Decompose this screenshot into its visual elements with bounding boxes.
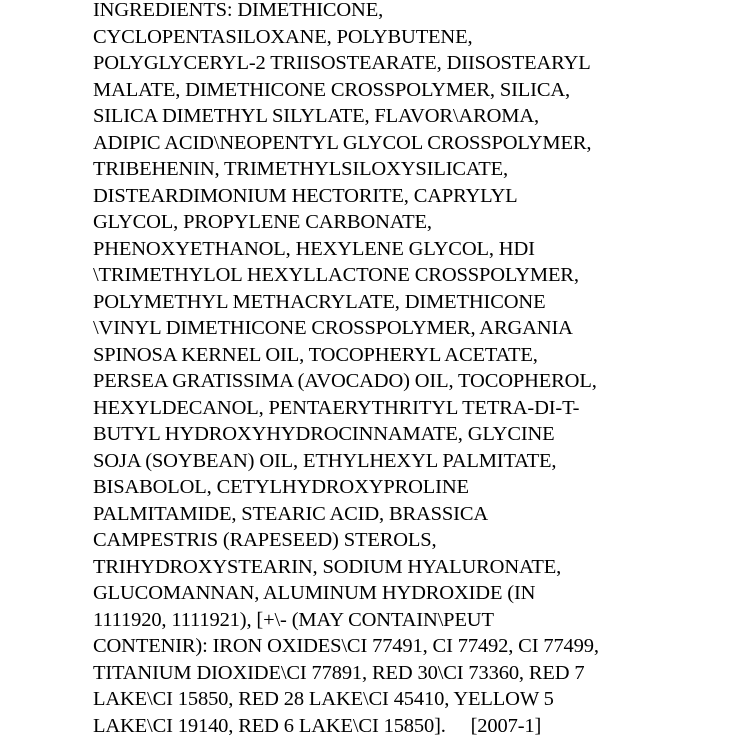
- ingredients-line: BUTYL HYDROXYHYDROCINNAMATE, GLYCINE: [93, 423, 555, 445]
- ingredients-line: CONTENIR): IRON OXIDES\CI 77491, CI 77492, CI 77499,: [93, 635, 599, 657]
- ingredients-line: 1111920, 1111921), [+\- (MAY CONTAIN\PEUT: [93, 608, 494, 631]
- ingredients-line: CAMPESTRIS (RAPESEED) STEROLS,: [93, 529, 437, 551]
- ingredients-line: SILICA DIMETHYL SILYLATE, FLAVOR\AROMA,: [93, 105, 539, 127]
- ingredients-line: TITANIUM DIOXIDE\CI 77891, RED 30\CI 73360, RED 7: [93, 661, 585, 684]
- ingredients-line: BISABOLOL, CETYLHYDROXYPROLINE: [93, 476, 469, 498]
- ingredients-line: HEXYLDECANOL, PENTAERYTHRITYL TETRA-DI-T-: [93, 396, 580, 419]
- ingredients-line: PALMITAMIDE, STEARIC ACID, BRASSICA: [93, 502, 489, 525]
- ingredients-line: \VINYL DIMETHICONE CROSSPOLYMER, ARGANIA: [93, 317, 573, 339]
- ingredients-line: ADIPIC ACID\NEOPENTYL GLYCOL CROSSPOLYMER,: [93, 131, 592, 154]
- ingredients-line: LAKE\CI 15850, RED 28 LAKE\CI 45410, YELLOW 5: [93, 688, 554, 710]
- ingredients-line: GLYCOL, PROPYLENE CARBONATE,: [93, 211, 432, 233]
- ingredients-line: TRIHYDROXYSTEARIN, SODIUM HYALURONATE,: [93, 555, 562, 578]
- ingredients-line: CYCLOPENTASILOXANE, POLYBUTENE,: [93, 25, 473, 48]
- ingredients-line: LAKE\CI 19140, RED 6 LAKE\CI 15850]. [2007-1]: [93, 714, 542, 736]
- ingredients-line: POLYMETHYL METHACRYLATE, DIMETHICONE: [93, 290, 546, 313]
- ingredients-text-block: [93, 0, 733, 736]
- ingredients-line: MALATE, DIMETHICONE CROSSPOLYMER, SILICA,: [93, 78, 570, 101]
- ingredients-line: TRIBEHENIN, TRIMETHYLSILOXYSILICATE,: [93, 158, 509, 180]
- ingredients-line: PHENOXYETHANOL, HEXYLENE GLYCOL, HDI: [93, 237, 535, 260]
- ingredients-line: \TRIMETHYLOL HEXYLLACTONE CROSSPOLYMER,: [93, 264, 579, 286]
- ingredients-line: INGREDIENTS: DIMETHICONE,: [93, 0, 384, 21]
- ingredients-line: GLUCOMANNAN, ALUMINUM HYDROXIDE (IN: [93, 582, 536, 604]
- ingredients-line: POLYGLYCERYL-2 TRIISOSTEARATE, DIISOSTEARYL: [93, 52, 591, 74]
- ingredients-line: DISTEARDIMONIUM HECTORITE, CAPRYLYL: [93, 184, 518, 207]
- ingredients-line: SOJA (SOYBEAN) OIL, ETHYLHEXYL PALMITATE,: [93, 449, 557, 472]
- ingredients-line: PERSEA GRATISSIMA (AVOCADO) OIL, TOCOPHEROL,: [93, 370, 597, 392]
- ingredients-line: SPINOSA KERNEL OIL, TOCOPHERYL ACETATE,: [93, 343, 538, 366]
